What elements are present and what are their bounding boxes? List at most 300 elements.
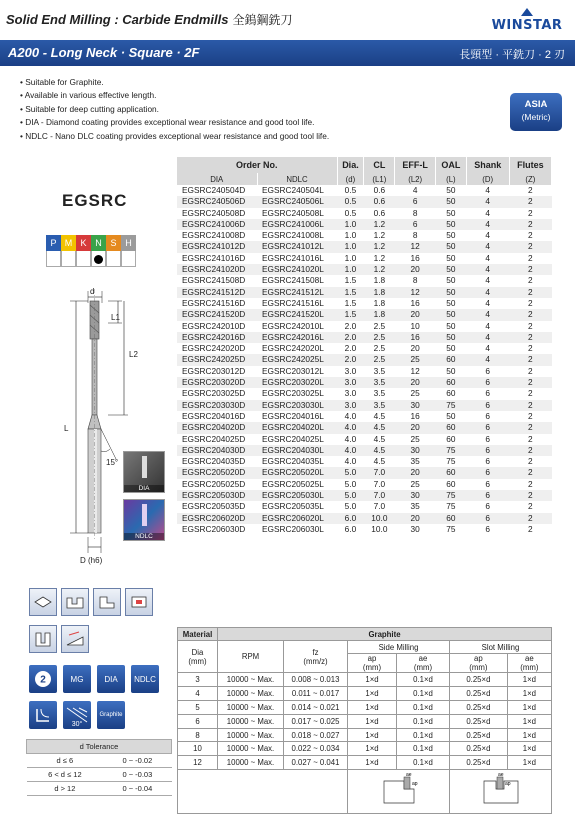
order-code-cell: EGSRC241012D xyxy=(177,241,257,252)
spec-cell: 2 xyxy=(528,523,533,534)
order-code-cell: EGSRC242016L xyxy=(257,332,337,343)
spec-cell: 60 xyxy=(436,422,467,433)
spec-cell: 2.5 xyxy=(373,320,386,331)
spec-cell: 30 xyxy=(410,523,420,534)
product-name: A200 - Long Neck · Square · 2F xyxy=(8,45,200,60)
table-row xyxy=(177,196,552,207)
spec-cell: 16 xyxy=(410,252,420,263)
feature-item: • Available in various effective length. xyxy=(20,89,329,102)
spec-cell: 0.6 xyxy=(373,207,386,218)
spec-cell: 2 xyxy=(509,332,551,343)
order-code-cell: EGSRC241508L xyxy=(262,275,324,286)
spec-cell: 1.0 xyxy=(344,252,357,263)
spec-cell: 2.0 xyxy=(337,332,364,343)
spec-cell: 6 xyxy=(485,456,491,467)
spec-cell: 25 xyxy=(410,433,420,444)
spec-cell: 7.0 xyxy=(364,490,395,501)
order-code-cell: EGSRC241516L xyxy=(262,297,324,308)
table-row xyxy=(177,422,552,433)
spec-cell: 3.5 xyxy=(364,377,395,388)
spec-cell: 50 xyxy=(436,219,467,230)
tolerance-row xyxy=(27,782,172,796)
spec-cell: 6 xyxy=(395,219,436,230)
order-code-cell: EGSRC205020D xyxy=(177,467,257,478)
spec-cell: 60 xyxy=(436,513,467,524)
order-code-cell: EGSRC241012L xyxy=(257,241,337,252)
spec-cell: 1.0 xyxy=(337,241,364,252)
table-row xyxy=(177,287,552,298)
order-code-cell: EGSRC205025D xyxy=(182,478,246,489)
spec-cell: 50 xyxy=(446,230,456,241)
effl-header: EFF-L xyxy=(395,157,436,173)
side-milling-icon xyxy=(93,588,121,616)
spec-cell: 60 xyxy=(436,377,467,388)
spec-cell: 1.2 xyxy=(373,230,386,241)
spec-cell: 2.5 xyxy=(364,354,395,365)
order-code-cell: EGSRC241016L xyxy=(262,252,324,263)
spec-cell: 16 xyxy=(410,297,420,308)
spec-cell: 6 xyxy=(485,365,491,376)
cutting-cell: 0.027 ~ 0.041 xyxy=(284,756,348,770)
cutting-cell: 10000 ~ Max. xyxy=(218,714,284,728)
material-mark xyxy=(61,251,76,267)
label-angle: 15° xyxy=(106,458,119,467)
spec-cell: 25 xyxy=(410,388,420,399)
spec-cell: 50 xyxy=(446,185,456,195)
spec-cell: 20 xyxy=(395,467,436,478)
spec-cell: 20 xyxy=(395,513,436,524)
spec-cell: 20 xyxy=(395,309,436,320)
spec-cell: 6 xyxy=(466,490,509,501)
order-code-cell: EGSRC203012D xyxy=(182,365,246,376)
spec-cell: 12 xyxy=(395,241,436,252)
order-code-cell: EGSRC242025L xyxy=(257,354,337,365)
spec-cell: 1.5 xyxy=(337,287,364,298)
cutting-cell: 3 xyxy=(178,673,218,687)
feature-list xyxy=(20,76,329,143)
suitable-dot-icon xyxy=(94,255,103,264)
helix-angle-badge: 30° xyxy=(63,701,91,729)
spec-cell: 6 xyxy=(466,422,509,433)
table-row xyxy=(177,298,552,309)
cutting-cell: 0.1×d xyxy=(397,673,450,687)
spec-cell: 4 xyxy=(466,354,509,365)
order-code-cell: EGSRC204020D xyxy=(177,422,257,433)
spec-cell: 0.6 xyxy=(373,185,386,195)
spec-cell: 1.0 xyxy=(337,264,364,275)
spec-cell: 10.0 xyxy=(364,513,395,524)
corner-icon xyxy=(29,701,57,729)
spec-cell: 4 xyxy=(485,207,491,218)
cutting-cell: 0.022 ~ 0.034 xyxy=(284,742,348,756)
spec-cell: 1.8 xyxy=(364,287,395,298)
order-code-cell: EGSRC205025L xyxy=(262,478,324,489)
tolerance-cell: 0 ~ -0.02 xyxy=(103,754,171,768)
spec-cell: 1.8 xyxy=(373,275,386,286)
order-code-cell: EGSRC240506D xyxy=(177,196,257,207)
application-icons-row-1 xyxy=(29,588,153,616)
tolerance-cell: 0 ~ -0.03 xyxy=(103,768,171,782)
spec-cell: 3.5 xyxy=(373,388,386,399)
cutting-cell: 1×d xyxy=(348,714,397,728)
cutting-cell: 0.1×d xyxy=(397,742,450,756)
spec-cell: 7.0 xyxy=(373,478,386,489)
feature-item: • Suitable for Graphite. xyxy=(20,76,329,89)
spec-cell: 6 xyxy=(485,501,491,512)
spec-cell: 7.0 xyxy=(364,467,395,478)
table-row xyxy=(177,354,552,365)
spec-cell: 4.0 xyxy=(344,433,357,444)
spec-cell: 35 xyxy=(410,501,420,512)
spec-cell: 1.2 xyxy=(364,241,395,252)
spec-cell: 10 xyxy=(410,320,420,331)
order-code-cell: EGSRC204025D xyxy=(182,433,246,444)
table-row xyxy=(177,400,552,411)
cutting-cell: 0.018 ~ 0.027 xyxy=(284,728,348,742)
table-row xyxy=(177,264,552,275)
table-row xyxy=(177,513,552,524)
spec-cell: 4.5 xyxy=(364,445,395,456)
spec-cell: 1.0 xyxy=(337,219,364,230)
unit-l: (L) xyxy=(436,173,467,185)
material-mark xyxy=(91,251,106,267)
cutting-cell: 0.014 ~ 0.021 xyxy=(284,700,348,714)
spec-cell: 16 xyxy=(395,332,436,343)
ramping-icon xyxy=(61,625,89,653)
label-l: L xyxy=(64,424,69,433)
table-row xyxy=(177,411,552,422)
material-n xyxy=(91,235,106,267)
spec-cell: 20 xyxy=(395,422,436,433)
cutting-cell: 1×d xyxy=(507,756,551,770)
spec-cell: 60 xyxy=(446,433,456,444)
spec-cell: 3.5 xyxy=(373,365,386,376)
spec-cell: 1.5 xyxy=(337,309,364,320)
material-letter: K xyxy=(76,235,91,251)
flutes-header: Flutes xyxy=(509,157,551,173)
spec-cell: 50 xyxy=(436,241,467,252)
table-row xyxy=(177,230,552,241)
spec-cell: 2 xyxy=(509,445,551,456)
order-code-cell: EGSRC241512D xyxy=(177,287,257,298)
spec-cell: 6.0 xyxy=(344,523,357,534)
slot-ae-header: ae (mm) xyxy=(507,654,551,673)
table-row xyxy=(178,686,552,700)
cutting-cell: 0.25×d xyxy=(450,714,508,728)
spec-cell: 3.0 xyxy=(344,388,357,399)
unit-z: (Z) xyxy=(509,173,551,185)
slot-milling-diagram xyxy=(450,770,552,814)
order-code-cell: EGSRC204016D xyxy=(182,410,246,421)
page-title: Solid End Milling : Carbide Endmills 全鎢鋼銑刀 xyxy=(6,12,293,27)
slotting-icon xyxy=(61,588,89,616)
spec-cell: 5.0 xyxy=(337,467,364,478)
order-code-cell: EGSRC204020L xyxy=(257,422,337,433)
order-code-cell: EGSRC203030D xyxy=(177,400,257,411)
material-letter: P xyxy=(46,235,61,251)
spec-cell: 6 xyxy=(466,400,509,411)
material-header: Material xyxy=(178,628,218,641)
order-code-cell: EGSRC240508L xyxy=(262,207,324,218)
rpm-header: RPM xyxy=(218,641,284,673)
side-milling-header: Side Milling xyxy=(348,641,450,654)
spec-cell: 4.5 xyxy=(373,433,386,444)
order-code-cell: EGSRC241520D xyxy=(177,309,257,320)
cutting-cell: 0.25×d xyxy=(450,742,508,756)
table-row xyxy=(177,479,552,490)
spec-cell: 2 xyxy=(509,309,551,320)
material-letter: M xyxy=(61,235,76,251)
spec-cell: 4.5 xyxy=(373,456,386,467)
spec-cell: 6 xyxy=(485,523,491,534)
order-code-cell: EGSRC206020D xyxy=(177,513,257,524)
order-code-cell: EGSRC240508D xyxy=(182,207,246,218)
spec-cell: 2 xyxy=(509,490,551,501)
material-letter: N xyxy=(91,235,106,251)
spec-cell: 50 xyxy=(446,410,456,421)
spec-cell: 2.0 xyxy=(344,320,357,331)
spec-cell: 4 xyxy=(485,252,491,263)
slot-milling-header: Slot Milling xyxy=(450,641,552,654)
table-row xyxy=(177,275,552,286)
spec-cell: 7.0 xyxy=(373,501,386,512)
ndlc-coating-photo: NDLC xyxy=(123,499,165,541)
cutting-cell: 1×d xyxy=(507,714,551,728)
table-row xyxy=(177,208,552,219)
cutting-cell: 10000 ~ Max. xyxy=(218,673,284,687)
spec-cell: 50 xyxy=(446,207,456,218)
cutting-cell: 10 xyxy=(178,742,218,756)
product-banner xyxy=(0,40,575,66)
cutting-cell: 1×d xyxy=(507,673,551,687)
spec-cell: 4 xyxy=(485,185,491,195)
spec-cell: 50 xyxy=(436,264,467,275)
spec-cell: 75 xyxy=(446,456,456,467)
order-code-cell: EGSRC240504D xyxy=(182,185,246,195)
order-code-cell: EGSRC203025D xyxy=(182,388,246,399)
table-row xyxy=(177,219,552,230)
table-row xyxy=(178,714,552,728)
table-row xyxy=(177,343,552,354)
spec-cell: 0.6 xyxy=(364,196,395,207)
cutting-cell: 1×d xyxy=(507,686,551,700)
tolerance-cell: 0 ~ -0.04 xyxy=(103,782,171,796)
shank-header: Shank xyxy=(466,157,509,173)
spec-cell: 2 xyxy=(528,252,533,263)
spec-cell: 8 xyxy=(412,207,418,218)
spec-cell: 2.0 xyxy=(344,343,357,354)
material-letter: S xyxy=(106,235,121,251)
spec-cell: 2 xyxy=(528,320,533,331)
order-code-cell: EGSRC241516D xyxy=(182,297,246,308)
cutting-cell: 10000 ~ Max. xyxy=(218,756,284,770)
series-code: EGSRC xyxy=(62,191,128,210)
feature-item: • Suitable for deep cutting application. xyxy=(20,103,329,116)
spec-cell: 50 xyxy=(446,343,456,354)
table-row xyxy=(177,332,552,343)
pocketing-icon xyxy=(125,588,153,616)
spec-cell: 2.0 xyxy=(337,354,364,365)
cutting-cell: 0.1×d xyxy=(397,686,450,700)
spec-cell: 30 xyxy=(395,400,436,411)
order-code-cell: EGSRC241512L xyxy=(257,287,337,298)
oal-header: OAL xyxy=(436,157,467,173)
spec-cell: 6 xyxy=(485,388,491,399)
table-row xyxy=(177,388,552,399)
order-table xyxy=(177,157,552,535)
cutting-cell: 8 xyxy=(178,728,218,742)
spec-badges-row-1 xyxy=(29,665,159,693)
order-code-cell: EGSRC206030D xyxy=(182,523,246,534)
order-code-cell: EGSRC205030L xyxy=(257,490,337,501)
spec-cell: 0.5 xyxy=(344,207,357,218)
order-code-cell: EGSRC242016D xyxy=(177,332,257,343)
side-ae-header: ae (mm) xyxy=(397,654,450,673)
order-code-cell: EGSRC204035D xyxy=(182,456,246,467)
order-code-cell: EGSRC241020D xyxy=(177,264,257,275)
spec-cell: 0.5 xyxy=(344,185,357,195)
dia-coating-col: DIA xyxy=(177,173,257,185)
spec-cell: 75 xyxy=(436,400,467,411)
order-code-cell: EGSRC242010D xyxy=(182,320,246,331)
order-code-cell: EGSRC204030D xyxy=(177,445,257,456)
spec-cell: 4 xyxy=(466,241,509,252)
order-code-cell: EGSRC205035D xyxy=(182,501,246,512)
cutting-cell: 0.25×d xyxy=(450,700,508,714)
cutting-cell: 1×d xyxy=(507,728,551,742)
order-code-cell: EGSRC205020L xyxy=(257,467,337,478)
spec-cell: 4.0 xyxy=(337,422,364,433)
dia-coating-photo: DIA xyxy=(123,451,165,493)
tolerance-cell: d ≤ 6 xyxy=(27,754,104,768)
ndlc-coating-col: NDLC xyxy=(257,173,337,185)
spec-cell: 2 xyxy=(528,297,533,308)
cutting-cell: 0.1×d xyxy=(397,728,450,742)
side-milling-diagram xyxy=(348,770,450,814)
spec-cell: 6 xyxy=(485,433,491,444)
cutting-cell: 6 xyxy=(178,714,218,728)
feature-item: • DIA - Diamond coating provides exceptional wear resistance and good tool life. xyxy=(20,116,329,129)
spec-cell: 60 xyxy=(446,478,456,489)
spec-cell: 2 xyxy=(509,400,551,411)
material-mark xyxy=(46,251,61,267)
cutting-cell: 0.25×d xyxy=(450,728,508,742)
application-icons-row-2 xyxy=(29,625,89,653)
tolerance-table xyxy=(26,739,172,796)
spec-cell: 50 xyxy=(436,196,467,207)
spec-cell: 2 xyxy=(528,388,533,399)
spec-cell: 2 xyxy=(528,433,533,444)
spec-cell: 60 xyxy=(446,388,456,399)
label-l1: L1 xyxy=(111,313,120,322)
spec-badges-row-2 xyxy=(29,701,125,729)
table-row xyxy=(177,309,552,320)
cutting-cell: 1×d xyxy=(348,756,397,770)
spec-cell: 1.2 xyxy=(364,264,395,275)
spec-cell: 4 xyxy=(485,320,491,331)
spec-cell: 2 xyxy=(509,513,551,524)
svg-text:2: 2 xyxy=(40,674,46,686)
spec-cell: 1.0 xyxy=(344,230,357,241)
table-row xyxy=(177,366,552,377)
spec-cell: 50 xyxy=(446,252,456,263)
spec-cell: 5.0 xyxy=(344,478,357,489)
spec-cell: 30 xyxy=(395,490,436,501)
spec-cell: 2 xyxy=(509,354,551,365)
order-code-cell: EGSRC204035L xyxy=(262,456,324,467)
order-code-cell: EGSRC241006D xyxy=(177,219,257,230)
spec-cell: 1.5 xyxy=(344,275,357,286)
cutting-cell: 10000 ~ Max. xyxy=(218,742,284,756)
spec-cell: 50 xyxy=(436,332,467,343)
spec-cell: 8 xyxy=(412,230,418,241)
spec-cell: 75 xyxy=(436,490,467,501)
cutting-cell: 0.25×d xyxy=(450,756,508,770)
spec-cell: 2 xyxy=(509,467,551,478)
cutting-cell: 0.011 ~ 0.017 xyxy=(284,686,348,700)
spec-cell: 2 xyxy=(528,501,533,512)
spec-cell: 5.0 xyxy=(337,490,364,501)
spec-cell: 2 xyxy=(509,377,551,388)
cutting-cell: 12 xyxy=(178,756,218,770)
spec-cell: 3.5 xyxy=(364,400,395,411)
spec-cell: 5.0 xyxy=(344,501,357,512)
material-suitability xyxy=(46,235,136,267)
cutting-cell: 0.1×d xyxy=(397,756,450,770)
dia-col-header: Dia (mm) xyxy=(178,641,218,673)
order-code-cell: EGSRC241520L xyxy=(257,309,337,320)
spec-cell: 75 xyxy=(446,501,456,512)
spec-cell: 4.0 xyxy=(344,410,357,421)
spec-cell: 6 xyxy=(466,445,509,456)
unit-l1: (L1) xyxy=(364,173,395,185)
tolerance-cell: 6 < d ≤ 12 xyxy=(27,768,104,782)
table-row xyxy=(177,321,552,332)
order-code-cell: EGSRC240506L xyxy=(257,196,337,207)
table-row xyxy=(177,467,552,478)
cutting-cell: 1×d xyxy=(348,686,397,700)
spec-cell: 4 xyxy=(412,185,418,195)
fz-header: fz (mm/z) xyxy=(284,641,348,673)
order-code-cell: EGSRC242010L xyxy=(262,320,324,331)
order-code-cell: EGSRC242020D xyxy=(182,343,246,354)
svg-text:ae: ae xyxy=(497,772,504,778)
spec-cell: 60 xyxy=(436,467,467,478)
asia-metric-badge: ASIA (Metric) xyxy=(510,93,562,131)
order-code-cell: EGSRC203030L xyxy=(257,400,337,411)
spec-cell: 4 xyxy=(485,230,491,241)
cutting-cell: 4 xyxy=(178,686,218,700)
order-code-cell: EGSRC241008L xyxy=(262,230,324,241)
spec-cell: 4.0 xyxy=(344,456,357,467)
spec-cell: 30 xyxy=(395,445,436,456)
spec-cell: 50 xyxy=(446,297,456,308)
spec-cell: 1.5 xyxy=(344,297,357,308)
spec-cell: 8 xyxy=(412,275,418,286)
spec-cell: 50 xyxy=(446,275,456,286)
material-m xyxy=(61,235,76,267)
spec-cell: 50 xyxy=(436,287,467,298)
svg-text:ap: ap xyxy=(411,780,418,787)
cutting-cell: 1×d xyxy=(507,700,551,714)
flute-count-badge xyxy=(29,665,57,693)
spec-cell: 20 xyxy=(395,377,436,388)
cutting-conditions-table xyxy=(177,627,552,814)
spec-cell: 4 xyxy=(466,309,509,320)
mg-badge: MG xyxy=(63,665,91,693)
cutting-cell: 10000 ~ Max. xyxy=(218,728,284,742)
material-mark xyxy=(121,251,136,267)
